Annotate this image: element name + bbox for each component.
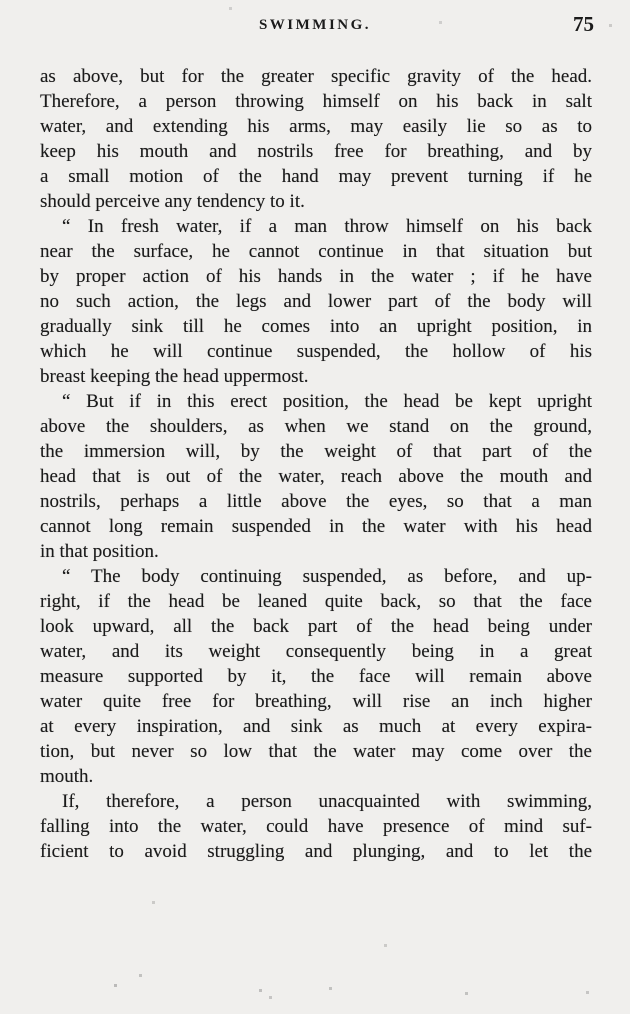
- page-body: [40, 64, 592, 864]
- page-number: 75: [573, 12, 594, 36]
- paragraph: [40, 789, 592, 864]
- text-line: Therefore, a person throwing himself on his back in salt: [40, 91, 592, 112]
- paragraph: [40, 64, 592, 214]
- text-line: which he will continue suspended, the hollow of his: [40, 341, 592, 362]
- text-line: in that position.: [40, 541, 159, 562]
- running-title: SWIMMING.: [258, 17, 372, 33]
- text-line: above the shoulders, as when we stand on the ground,: [40, 416, 592, 437]
- text-line: right, if the head be leaned quite back, so that the face: [40, 591, 592, 612]
- text-line: water, and extending his arms, may easily lie so as to: [40, 116, 592, 137]
- text-line: gradually sink till he comes into an upright position, in: [40, 316, 592, 337]
- scan-specks-decoration: [0, 0, 1, 1]
- text-line: the immersion will, by the weight of that part of the: [40, 441, 592, 462]
- text-line: “ But if in this erect position, the head be kept upright: [62, 391, 592, 412]
- text-line: “ The body continuing suspended, as before, and up-: [62, 566, 592, 587]
- text-line: “ In fresh water, if a man throw himself on his back: [62, 216, 592, 237]
- text-line: at every inspiration, and sink as much at every expira-: [40, 716, 592, 737]
- text-line: tion, but never so low that the water may come over the: [40, 741, 592, 762]
- text-line: as above, but for the greater specific gravity of the head.: [40, 66, 592, 87]
- text-line: should perceive any tendency to it.: [40, 191, 305, 212]
- text-line: falling into the water, could have presence of mind suf-: [40, 816, 592, 837]
- text-line: a small motion of the hand may prevent turning if he: [40, 166, 592, 187]
- text-line: water quite free for breathing, will rise an inch higher: [40, 691, 592, 712]
- text-line: no such action, the legs and lower part of the body will: [40, 291, 592, 312]
- page-header: [0, 0, 630, 40]
- text-line: If, therefore, a person unacquainted with swimming,: [62, 791, 592, 812]
- paragraph: [40, 214, 592, 389]
- text-line: measure supported by it, the face will remain above: [40, 666, 592, 687]
- text-line: water, and its weight consequently being in a great: [40, 641, 592, 662]
- text-line: near the surface, he cannot continue in that situation but: [40, 241, 592, 262]
- text-line: head that is out of the water, reach above the mouth and: [40, 466, 592, 487]
- text-line: nostrils, perhaps a little above the eyes, so that a man: [40, 491, 592, 512]
- text-line: keep his mouth and nostrils free for breathing, and by: [40, 141, 592, 162]
- text-line: breast keeping the head uppermost.: [40, 366, 309, 387]
- text-line: mouth.: [40, 766, 94, 787]
- text-line: by proper action of his hands in the water ; if he have: [40, 266, 592, 287]
- text-line: cannot long remain suspended in the water with his head: [40, 516, 592, 537]
- text-line: look upward, all the back part of the head being under: [40, 616, 592, 637]
- paragraph: [40, 389, 592, 564]
- text-line: ficient to avoid struggling and plunging, and to let the: [40, 841, 592, 862]
- paragraph: [40, 564, 592, 789]
